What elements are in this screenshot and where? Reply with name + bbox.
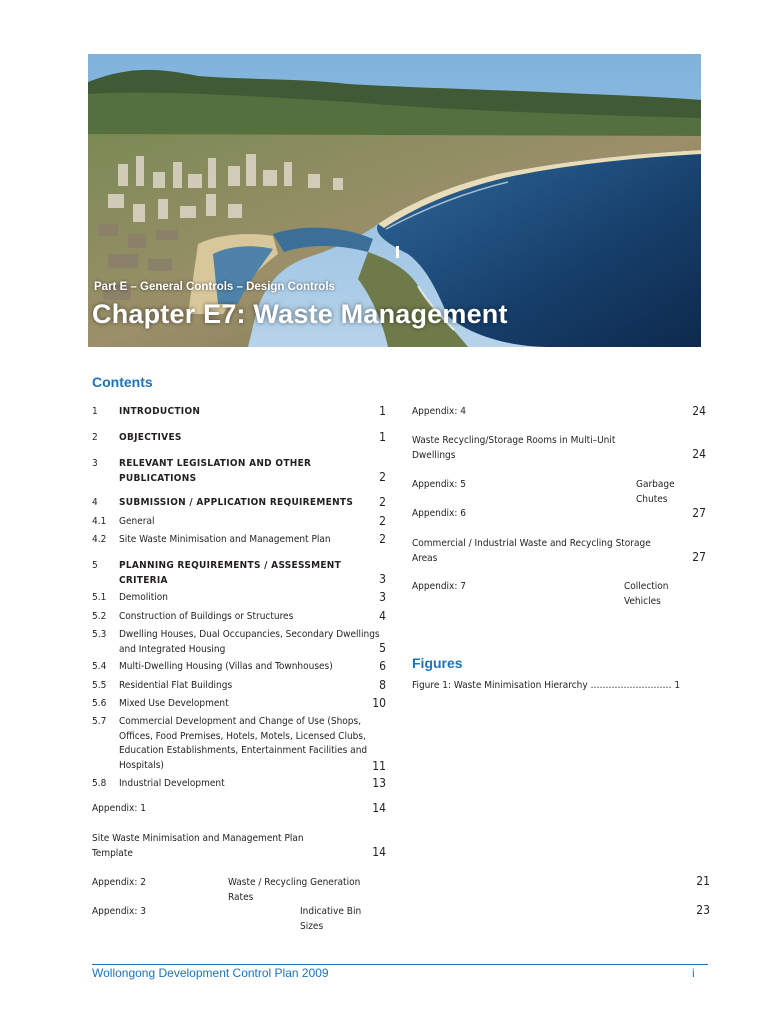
appendix-label: Appendix: 1 xyxy=(92,803,146,814)
toc-title: INTRODUCTION xyxy=(119,406,201,417)
toc-title: Residential Flat Buildings xyxy=(119,680,233,691)
toc-number: 3 xyxy=(92,458,98,469)
toc-left xyxy=(92,0,386,1024)
appendix-title-line: Site Waste Minimisation and Management Plan xyxy=(92,833,304,844)
toc-number: 5.2 xyxy=(92,611,107,622)
appendix-label: Appendix: 5 xyxy=(412,479,466,490)
toc-number: 4.1 xyxy=(92,516,107,527)
appendix-page: 14 xyxy=(372,801,386,815)
toc-page: 1 xyxy=(379,404,386,418)
toc-title: SUBMISSION / APPLICATION REQUIREMENTS xyxy=(119,497,354,508)
toc-title: Industrial Development xyxy=(119,778,225,789)
toc-title: Multi-Dwelling Housing (Villas and Townhouses) xyxy=(119,661,333,672)
appendix-title-line: Areas xyxy=(412,553,438,564)
toc-number: 5.6 xyxy=(92,698,107,709)
toc-title-line: Education Establishments, Entertainment Facilities and xyxy=(119,745,368,756)
appendix-page: 14 xyxy=(372,845,386,859)
appendix-page: 24 xyxy=(692,404,706,418)
toc-page: 8 xyxy=(379,678,386,692)
chapter-title: Chapter E7: Waste Management xyxy=(92,299,508,329)
toc-number: 1 xyxy=(92,406,98,417)
toc-number: 5.5 xyxy=(92,680,107,691)
appendix-label: Appendix: 4 xyxy=(412,406,466,417)
toc-page: 2 xyxy=(379,514,386,528)
toc-page: 2 xyxy=(379,532,386,546)
toc-title-line: RELEVANT LEGISLATION AND OTHER xyxy=(119,458,312,469)
appendix-label: Appendix: 2 xyxy=(92,877,146,888)
appendix-page: 24 xyxy=(692,447,706,461)
appendix-title: Collection Vehicles xyxy=(624,581,669,607)
appendix-label: Appendix: 7 xyxy=(412,581,466,592)
toc-title-line: PUBLICATIONS xyxy=(119,473,197,484)
footer-rule xyxy=(92,964,708,965)
footer-title: Wollongong Development Control Plan 2009 xyxy=(92,966,329,980)
appendix-label: Appendix: 6 xyxy=(412,508,466,519)
toc-number: 5.4 xyxy=(92,661,107,672)
toc-page: 5 xyxy=(379,641,386,655)
toc-page: 13 xyxy=(372,776,386,790)
appendix-title-line: Dwellings xyxy=(412,450,456,461)
toc-title-line: Hospitals) xyxy=(119,760,164,771)
toc-title: Demolition xyxy=(119,592,168,603)
toc-number: 5.8 xyxy=(92,778,107,789)
toc-title-line: Commercial Development and Change of Use (Shops, xyxy=(119,716,362,727)
toc-number: 5.1 xyxy=(92,592,107,603)
appendix-title-line: Commercial / Industrial Waste and Recycling Storage xyxy=(412,538,651,549)
toc-title-line: PLANNING REQUIREMENTS / ASSESSMENT xyxy=(119,560,342,571)
toc-page: 4 xyxy=(379,609,386,623)
toc-title-line: CRITERIA xyxy=(119,575,168,586)
toc-number: 4.2 xyxy=(92,534,107,545)
appendix-title: Waste / Recycling Generation Rates xyxy=(228,877,361,903)
toc-title-line: Dwelling Houses, Dual Occupancies, Secondary Dwellings xyxy=(119,629,380,640)
toc-right xyxy=(412,0,708,1024)
appendix-page: 23 xyxy=(696,903,710,917)
contents-heading: Contents xyxy=(92,374,153,390)
toc-title: OBJECTIVES xyxy=(119,432,182,443)
figures-heading: Figures xyxy=(412,655,463,671)
appendix-title-line: Template xyxy=(92,848,133,859)
figure-title: Figure 1: Waste Minimisation Hierarchy ……………………… 1 xyxy=(412,680,681,691)
appendix-page: 21 xyxy=(696,874,710,888)
toc-number: 5.7 xyxy=(92,716,107,727)
toc-title: Construction of Buildings or Structures xyxy=(119,611,294,622)
toc-page: 11 xyxy=(372,759,386,773)
toc-number: 5.3 xyxy=(92,629,107,640)
toc-title-line: Offices, Food Premises, Hotels, Motels, Licensed Clubs, xyxy=(119,731,366,742)
toc-number: 5 xyxy=(92,560,98,571)
toc-page: 10 xyxy=(372,696,386,710)
toc-number: 4 xyxy=(92,497,98,508)
appendix-page: 27 xyxy=(692,550,706,564)
appendix-label: Appendix: 3 xyxy=(92,906,146,917)
toc-title: General xyxy=(119,516,155,527)
part-label: Part E – General Controls – Design Controls xyxy=(94,281,335,293)
appendix-title: Indicative Bin Sizes xyxy=(300,906,362,932)
toc-page: 2 xyxy=(379,470,386,484)
toc-page: 1 xyxy=(379,430,386,444)
toc-page: 3 xyxy=(379,590,386,604)
appendix-title: Garbage Chutes xyxy=(636,479,675,505)
toc-title: Mixed Use Development xyxy=(119,698,229,709)
footer-page-number: i xyxy=(692,966,695,980)
toc-number: 2 xyxy=(92,432,98,443)
toc-page: 6 xyxy=(379,659,386,673)
toc-title: Site Waste Minimisation and Management Plan xyxy=(119,534,331,545)
toc-title-line: and Integrated Housing xyxy=(119,644,226,655)
toc-page: 3 xyxy=(379,572,386,586)
appendix-page: 27 xyxy=(692,506,706,520)
appendix-title-line: Waste Recycling/Storage Rooms in Multi–Unit xyxy=(412,435,616,446)
toc-page: 2 xyxy=(379,495,386,509)
